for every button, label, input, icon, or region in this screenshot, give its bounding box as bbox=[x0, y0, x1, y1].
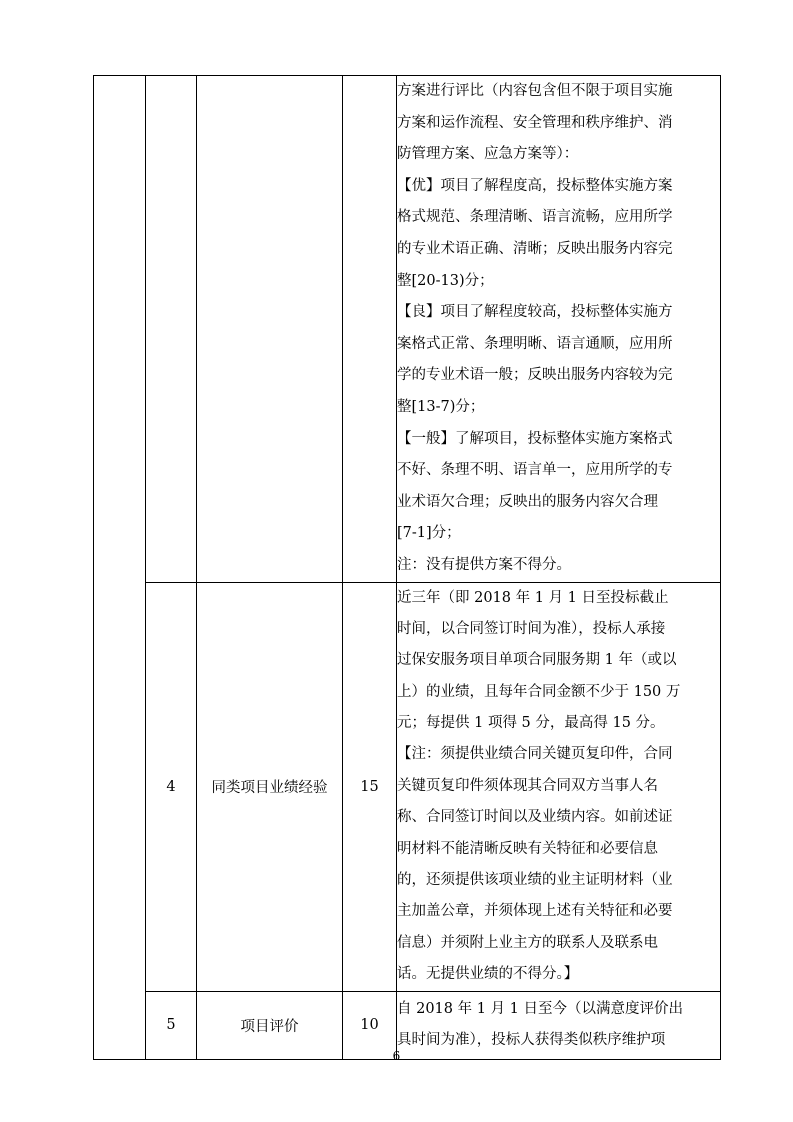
criteria-line: 具时间为准），投标人获得类似秩序维护项 bbox=[397, 1032, 666, 1049]
criteria-line: 案格式正常、条理明晰、语言通顺，应用所 bbox=[397, 335, 673, 352]
criteria-line: 话。无提供业绩的不得分。】 bbox=[397, 966, 579, 983]
criteria-line: 近三年（即 2018 年 1 月 1 日至投标截止 bbox=[397, 589, 669, 606]
criteria-line: 学的专业术语一般；反映出服务内容较为完 bbox=[397, 367, 673, 384]
criteria-line: 【优】项目了解程度高，投标整体实施方案 bbox=[397, 177, 673, 194]
criteria-line: 明材料不能清晰反映有关特征和必要信息 bbox=[397, 840, 658, 857]
criteria-line: 注：没有提供方案不得分。 bbox=[397, 556, 571, 573]
criteria-line: 【一般】了解项目，投标整体实施方案格式 bbox=[397, 430, 673, 447]
item-name bbox=[197, 76, 343, 583]
criteria-line: 方案和运作流程、安全管理和秩序维护、消 bbox=[397, 114, 673, 131]
criteria-line: 过保安服务项目单项合同服务期 1 年（或以 bbox=[397, 652, 677, 669]
page-number: 6 bbox=[392, 1049, 401, 1063]
item-score bbox=[343, 76, 397, 583]
row-number: 5 bbox=[146, 991, 197, 1059]
scoring-table bbox=[93, 75, 721, 1060]
criteria-line: 业术语欠合理；反映出的服务内容欠合理 bbox=[397, 493, 658, 510]
row-number bbox=[146, 76, 197, 583]
criteria-line: 自 2018 年 1 月 1 日至今（以满意度评价出 bbox=[397, 1000, 684, 1017]
item-name: 项目评价 bbox=[197, 991, 343, 1059]
criteria-line: 整[20-13)分； bbox=[397, 272, 494, 289]
criteria-line: 关键页复印件须体现其合同双方当事人名 bbox=[397, 777, 658, 794]
criteria-line: 的，还须提供该项业绩的业主证明材料（业 bbox=[397, 872, 673, 889]
criteria-line: 【良】项目了解程度较高，投标整体实施方 bbox=[397, 304, 673, 321]
criteria-line: 防管理方案、应急方案等）： bbox=[397, 146, 579, 163]
criteria-description bbox=[397, 582, 721, 991]
criteria-line: 时间，以合同签订时间为准），投标人承接 bbox=[397, 620, 666, 637]
criteria-line: 元；每提供 1 项得 5 分，最高得 15 分。 bbox=[397, 715, 665, 732]
row-number: 4 bbox=[146, 582, 197, 991]
criteria-line: 称、合同签订时间以及业绩内容。如前述证 bbox=[397, 809, 673, 826]
table-row bbox=[94, 76, 721, 583]
criteria-line: 【注：须提供业绩合同关键页复印件，合同 bbox=[397, 746, 673, 763]
table-row bbox=[94, 582, 721, 991]
criteria-line: 上）的业绩，且每年合同金额不少于 150 万 bbox=[397, 683, 681, 700]
criteria-line: 方案进行评比（内容包含但不限于项目实施 bbox=[397, 83, 673, 99]
category-cell bbox=[94, 76, 146, 1060]
criteria-line: 不好、条理不明、语言单一，应用所学的专 bbox=[397, 462, 673, 479]
item-score: 10 bbox=[343, 991, 397, 1059]
criteria-line: [7-1]分； bbox=[397, 525, 461, 542]
item-score: 15 bbox=[343, 582, 397, 991]
criteria-line: 整[13-7)分； bbox=[397, 398, 485, 415]
criteria-line: 的专业术语正确、清晰；反映出服务内容完 bbox=[397, 240, 673, 257]
criteria-description bbox=[397, 76, 721, 583]
criteria-line: 信息）并须附上业主方的联系人及联系电 bbox=[397, 934, 658, 951]
criteria-line: 主加盖公章，并须体现上述有关特征和必要 bbox=[397, 903, 673, 920]
item-name: 同类项目业绩经验 bbox=[197, 582, 343, 991]
criteria-line: 格式规范、条理清晰、语言流畅，应用所学 bbox=[397, 209, 673, 226]
